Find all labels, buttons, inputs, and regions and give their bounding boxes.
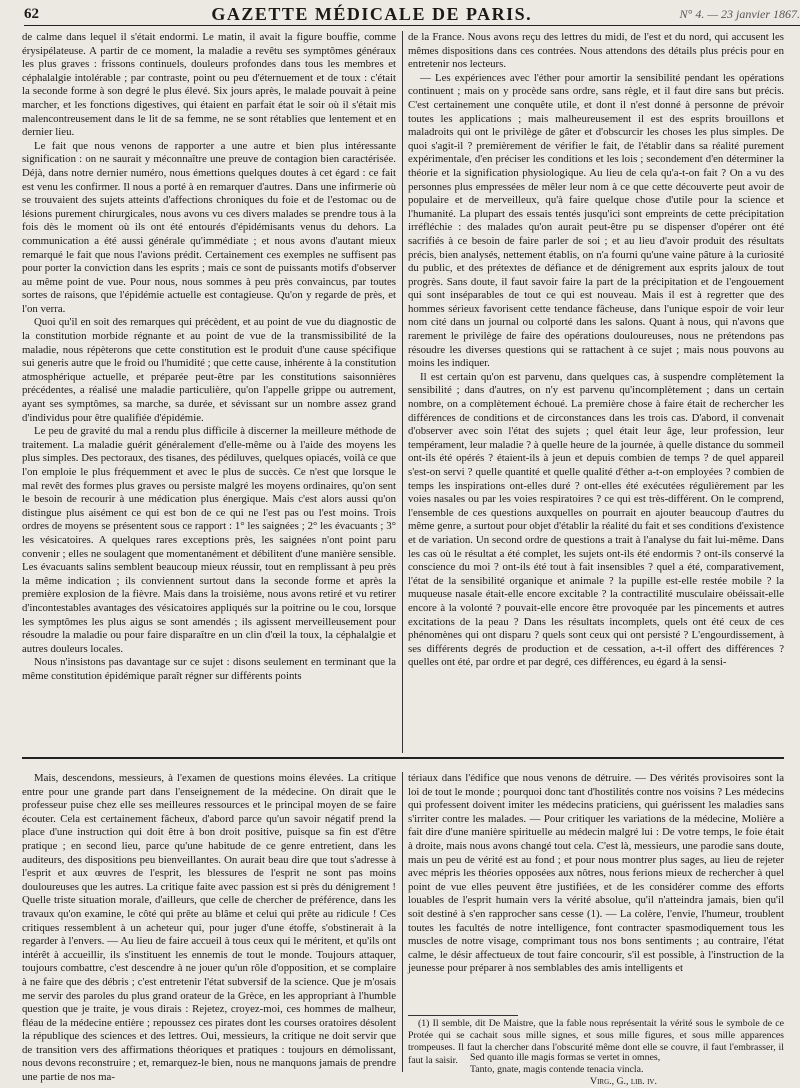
paragraph: Le peu de gravité du mal a rendu plus difficile à discerner la meilleure méthode de traitement. La maladie guérit généralement d'elle-même ou à l'aide des moyens les plus simples. Des pectoraux, des tisanes, des pédiluves, quelques opiacés, voilà ce que l'on emploie le plus fréquemment et avec le plus de succès. Ce n'est que lorsque le mal revêt des formes plus graves ou persiste malgré les moyens ordinaires, qu'on sent le besoin de recourir à une médication plus énergique. Mais c'est alors aussi qu'on distingue plus aisément ce qui est bon de ce qui ne l'est pas ou l'est moins. Trois ordres de moyens se présentent sous ce rapport : 1° les saignées ; 2° les évacuants ; 3° les vésicatoires. A quelques rares exceptions près, les saignées n'ont point paru convenir ; elles ne soulagent que momentanément et débilitent d'une manière sensible. Les évacuants salins semblent beaucoup mieux réussir, tout en remplissant à peu près la même indication ; ils conviennent surtout dans la seconde forme et après la première explosion de la fièvre. Mais dans la troisième, nous avons retiré et vu retirer d'incontestables avantages des vésicatoires appliqués sur la poitrine ou le cou, lorsque les symptômes les plus aigus se sont amendés ; ils agissent merveilleusement pour résoudre la maladie ou pour faire disparaître en un clin d'œil la toux, la céphalalgie et autres douleurs locales. (22, 425, 396, 655)
paragraph: Il est certain qu'on est parvenu, dans quelques cas, à suspendre complètement la sensibilité ; dans d'autres, on n'y est parvenu qu'incomplètement ; dans un certain nombre, on a complètement échoué. La première chose à faire était de rechercher les différences de conditions et de circonstances dans les trois cas. D'abord, il convenait d'observer avec soin l'état des sujets ; quel était leur âge, leur profession, leur tempérament, leur maladie ? à quelle heure de la journée, à quelle distance du sommeil ont-ils été opérés ? étaient-ils à jeun et depuis combien de temps ? de quel appareil s'est-on servi ? quelle quantité et quelle qualité d'éther a-t-on employées ? combien de temps les inspirations ont-elles duré ? ont-elles été exécutées régulièrement par les voies nasales ou par les voies respiratoires ? ce qui est très-différent. On le comprend, l'ensemble de ces questions auxquelles on pourrait en ajouter beaucoup d'autres du même genre, a surtout pour objet d'établir la réalité du fait et ses conditions d'existence et de variation. Un second ordre de questions a trait à l'analyse du fait lui-même. Dans les cas où le résultat a été complet, les sujets ont-ils été endormis ? ont-ils conservé la conscience du moi ? ont-ils été tout à fait insensibles ? quel a été, comparativement, l'état de la sensibilité organique et animale ? la pupille est-elle restée mobile ? la muqueuse nasale était-elle encore excitable ? la contractilité musculaire obéissait-elle encore à la volonté ? pouvait-elle encore être provoquée par les pincements et autres excitations de la peau ? Dans les résultats incomplets, quels ont été ceux de ces phénomènes qui ont disparu ? quels sont ceux qui ont persisté ? L'engourdissement, à ses différents degrés de production et de cessation, a-t-il offert des différences ? quelles ont été, par ordre et par degré, ces différences, eu égard à la sensi- (408, 370, 784, 669)
quote-source: Virg., G., lib. iv. (590, 1076, 657, 1087)
column-divider (402, 31, 403, 753)
running-date: N° 4. — 23 janvier 1867. (679, 7, 800, 21)
feuilleton-rule (22, 757, 784, 759)
quote-line: Sed quanto ille magis formas se vertet in omnes, (470, 1052, 661, 1063)
paragraph: tériaux dans l'édifice que nous venons de détruire. — Des vérités provisoires sont la loi de tout le monde ; pourquoi donc tant d'hostilités contre nos voisins ? Les médecins qui professent doivent imiter les médecins praticiens, qui guérissent les maladies sans s'irriter contre les malades. — Pour critiquer les variations de la médecine, Molière a fait dire d'une manière spirituelle au médecin malgré lui : De votre temps, le foie était à droite, mais nous avons changé tout cela. C'est là, messieurs, une parodie sans doute, mais un peu de vérité est au fond ; et pour nous montrer plus sages, au lieu de rejeter avec mépris les théories opposées aux nôtres, nous ferions mieux de rechercher à quel point de vue elles peuvent être justifiées, et de les considérer comme des efforts louables de l'esprit humain vers la vérité absolue, qu'il n'atteindra jamais, bien qu'il soit destiné à s'en rapprocher sans cesse (1). — La colère, l'envie, l'humeur, troublent toutes les facultés de notre intelligence, font contracter spasmodiquement tous les muscles de notre visage, comprimant tous nos bons sentiments ; au contraire, l'état calme, le désir affectueux de tout faire concourir, s'il est possible, à l'instruction de la jeunesse pour préparer à nos semblables des amis intelligents et (408, 772, 784, 975)
column-divider (402, 772, 403, 1072)
paragraph: — Les expériences avec l'éther pour amortir la sensibilité pendant les opérations continuent ; mais on y procède sans ordre, sans règle, et il faut dire sans but précis. C'est certainement une conquête utile, et dont il n'est donné à personne de prévoir toutes les applications ; mais malheureusement il est des esprits brouillons et maladroits qui ont le privilège de gâter et d'obscurcir les choses les plus simples. De quoi s'agit-il ? premièrement de vérifier le fait, de l'établir dans sa réalité purement expérimentale, d'en préciser les conditions et les lois ; secondement d'en déterminer la théorie et la signification physiologique. Au lieu de cela qu'a-t-on fait ? On a vu des personnes plus empressées de mêler leur nom à ce que cette découverte peut avoir de populaire et de merveilleux, qu'à faire quelque chose d'utile pour la science et l'humanité. La plupart des essais tentés jusqu'ici sont empreints de cette précipitation irréfléchie : des malades qu'on aurait peut-être pu se dispenser d'opérer ont été sacrifiés à ce besoin de faire parler de soi ; et au lieu d'avoir produit des résultats précis, bien analysés, nettement établis, on n'a fourni qu'une vaine pâture à la curiosité du public, et des prétextes de défiance et de dénigrement aux esprits jaloux de tout progrès. Sans doute, il faut savoir faire la part de la précipitation et de l'engouement qui sont inséparables de tout ce qui est nouveau. Mais il est à regretter que des hommes sérieux favorisent cette tendance fâcheuse, dans l'unique espoir de voir leur nom cité dans un journal ou colporté dans les salons. Quant à nous, qui n'avons que rarement le privilège de faire des opérations douloureuses, nous ne prétendons pas résoudre les diverses questions qui se rattachent à ce sujet ; mais nous pouvons au moins les indiquer. (408, 71, 784, 370)
top-right-column (408, 31, 784, 753)
paragraph: Nous n'insistons pas davantage sur ce sujet : disons seulement en terminant que la même constitution épidémique paraît régner sur différents points (22, 656, 396, 682)
bottom-left-column (22, 772, 396, 1084)
page-number: 62 (24, 6, 39, 22)
top-left-column (22, 31, 396, 753)
page-header (24, 2, 800, 26)
paragraph: Quoi qu'il en soit des remarques qui précèdent, et au point de vue du diagnostic de la constitution morbide régnante et au point de vue de la transmissibilité de la maladie, nous répèterons que cette constitution est le produit d'une cause spécifique sui generis autre que le froid ou l'humidité ; que cette cause, inhérente à la constitution atmosphérique actuelle, et préparée peut-être par les constitutions saisonnières précédentes, a réalisé une maladie particulière, qu'on l'appelle grippe ou autrement, ayant ses symptômes, sa marche, sa durée, et sévissant sur un nombre assez grand d'individus pour être qualifiée d'épidémie. (22, 316, 396, 424)
paragraph: de la France. Nous avons reçu des lettres du midi, de l'est et du nord, qui accusent les mêmes dispositions dans ces contrées. Nous attendons des détails plus précis pour en entretenir nos lecteurs. (408, 31, 784, 71)
paragraph: Mais, descendons, messieurs, à l'examen de questions moins élevées. La critique entre pour une grande part dans l'enseignement de la médecine. On dirait que le professeur puise chez elle ses meilleures ressources et le principal moyen de se faire écouter. Cela est certainement fâcheux, d'abord parce qu'un savoir négatif prend la place d'une instruction qui doit être à bon droit positive, puisque sa fin est d'être pratique ; en second lieu, parce qu'une habitude de ce genre entretient, dans les auditeurs, des dispositions peu bienveillantes. On aurait beau dire que tout s'adresse à l'esprit et aux œuvres de l'esprit, les blessures de l'esprit ne sont pas moins douloureuses que les autres. La critique faite avec passion est si près du dénigrement ! Quelle triste situation morale, d'ailleurs, que celle de chercher de préférence, dans les travaux qu'on examine, le côté qui prête au blâme et celui qui prête au ridicule ! Ces critiques ressemblent à un acheteur qui, pour juger d'une étoffe, s'obstinerait à la regarder à l'envers. — Au lieu de faire accueil à tous ceux qui le méritent, et qu'ils ont intérêt à accueillir, ils s'instituent les ennemis de tout le monde. Toujours attaquer, toujours combattre, c'est descendre à ne jouer qu'un rôle d'opposition, et se complaire à ne faire que des débris ; c'est entretenir l'état subversif de la science. Que je m'osais me servir des paroles du plus grand orateur de la Grèce, en les appropriant à l'humble question que je traite, je vous dirais : Rejetez, croyez-moi, ces hommes de malheur, fléau de la médecine entière ; repoussez ces pirates dont les courses oratoires désolent la république des sciences et des lettres. Oui, messieurs, la critique ne doit servir que de transition vers des affirmations théoriques et pratiques : toujours en démolissant, nous devons reconstruire ; et, remarquez-le bien, nous ne manquons jamais de prendre une partie de nos ma- (22, 772, 396, 1084)
latin-quotation (470, 1052, 790, 1088)
paragraph: de calme dans lequel il s'était endormi. Le matin, il avait la figure bouffie, comme érysipélateuse. A partir de ce moment, la maladie a revêtu ses symptômes généraux les plus graves : frissons continuels, douleurs profondes dans tous les membres et céphalalgie intolérable ; par contraste, point ou peu d'éternuement et de toux : c'était la seconde forme à son degré le plus élevé. Six jours après, le malade pouvait à peine marcher, et les fonctions digestives, qui étaient en parfait état le soir où il s'était mis malencontreusement dans le lit de sa femme, ne se sont rétablies que lentement et en dernier lieu. (22, 31, 396, 139)
bottom-right-column (408, 772, 784, 1014)
paragraph: Le fait que nous venons de rapporter a une autre et bien plus intéressante signification : on ne saurait y méconnaître une preuve de contagion bien caractérisée. Déjà, dans notre dernier numéro, nous émettions quelques doutes à cet égard : ce fait est venu les confirmer. Il nous a porté à en remarquer d'autres. Dans une infirmerie où se trouvaient des sujets atteints d'affections chroniques du foie et de l'estomac ou de lésions purement chirurgicales, nous avons vu ces divers malades se prendre tous à la fois dès le moment où ils ont été entourés d'épidémisants venus du dehors. La communication a été aussi générale qu'immédiate ; et nous avons d'autant mieux remarqué le fait que nous l'avions prédit. Certainement ces exemples ne suffisent pas pour porter la conviction dans les esprits ; mais ce sont de puissants motifs d'observer au même point de vue. Pour nous, nous sommes à peu près convaincus, par toutes sortes de raisons, que l'épidémie actuelle est contagieuse. Qu'on y regarde de près, et l'on verra. (22, 139, 396, 315)
footnote-text: (1) Il semble, dit De Maistre, que la fable nous représentait la vérité sous le symbole de ce Protée qui se cachait sous mille signes, et sous mille figures, et sous mille apparences trompeuses. Il faut la chercher dans l'obscurité même dont elle se couvre, il faut l'embrasser, il faut la saisir. (408, 1018, 784, 1066)
quote-line: Tanto, gnate, magis contende tenacia vincla. (470, 1064, 644, 1075)
publication-title: GAZETTE MÉDICALE DE PARIS. (211, 4, 533, 24)
footnote-rule (408, 1015, 518, 1016)
